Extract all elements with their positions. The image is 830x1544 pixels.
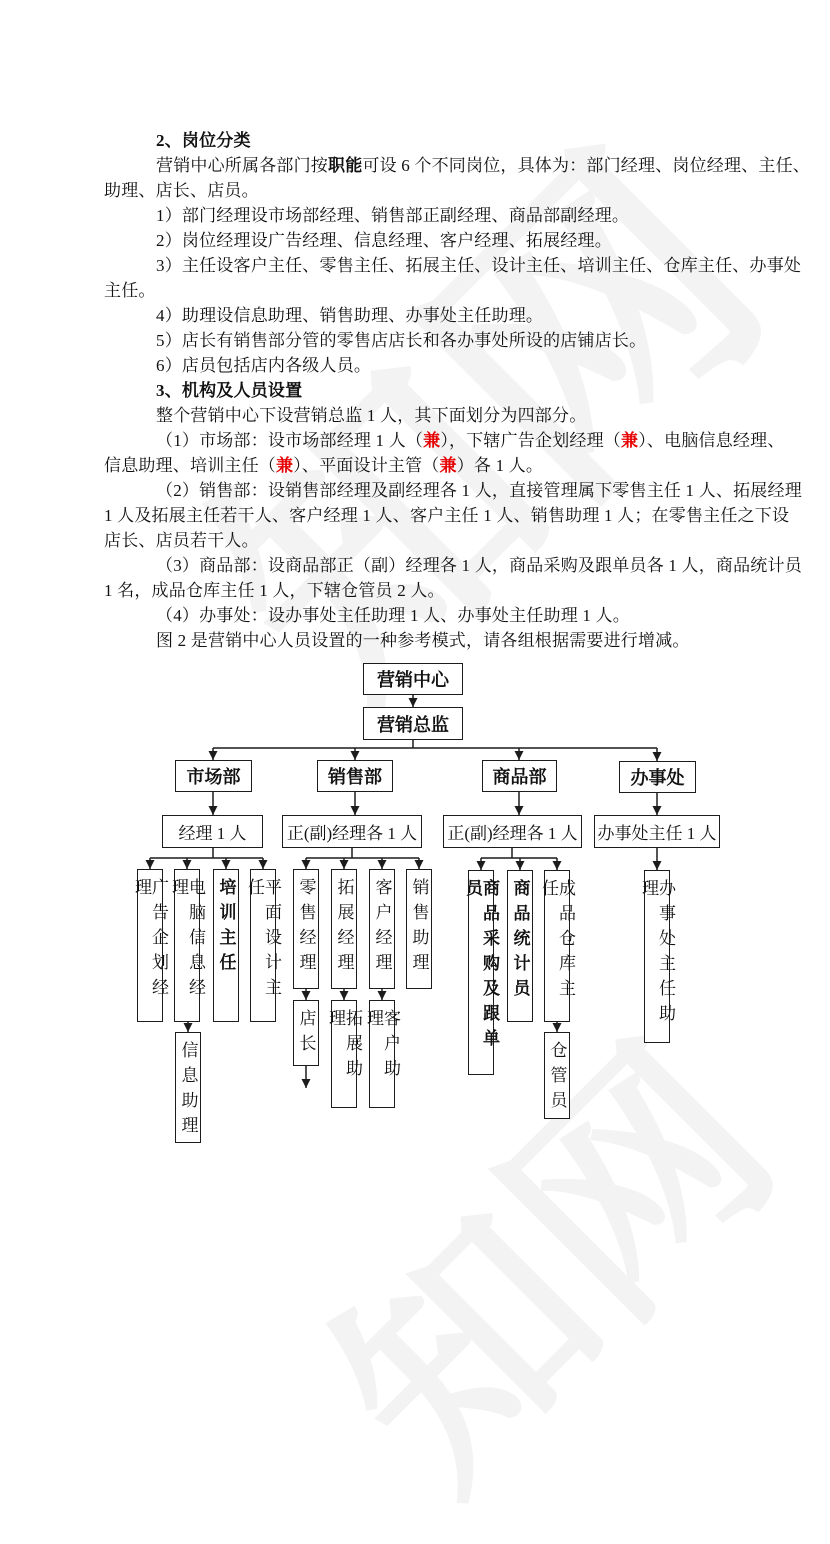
text-line: 3、机构及人员设置 [156,381,303,400]
text-line: 1 人及拓展主任若干人、客户经理 1 人、客户主任 1 人、销售助理 1 人；在零售主任之下设 [104,506,790,525]
chart-node-expansion-manager: 拓展经理 [331,869,357,989]
chart-node-ad-planning-manager: 广告企划经理 [137,869,163,1022]
text-line: 5）店长有销售部分管的零售店店长和各办事处所设的店铺店长。 [156,331,647,350]
text-line: （1）市场部：设市场部经理 1 人（兼），下辖广告企划经理（兼）、电脑信息经理、 [156,431,785,450]
text-line: 主任。 [104,281,156,300]
chart-node-account-assistant: 客户助理 [369,1000,395,1108]
chart-node-market-dept: 市场部 [175,760,252,792]
chart-node-training-director: 培训主任 [213,869,239,1022]
text-line: （3）商品部：设商品部正（副）经理各 1 人，商品采购及跟单员各 1 人，商品统计员 [156,556,802,575]
chart-node-info-assistant: 信息助理 [175,1032,201,1143]
text-line: 1）部门经理设市场部经理、销售部正副经理、商品部副经理。 [156,206,630,225]
text-line: （2）销售部：设销售部经理及副经理各 1 人，直接管理属下零售主任 1 人、拓展经理 [156,481,802,500]
text-line: 营销中心所属各部门按职能可设 6 个不同岗位，具体为：部门经理、岗位经理、主任、 [156,156,811,175]
chart-node-sales-dept: 销售部 [317,760,393,792]
chart-node-office-director-assistant: 办事处主任助理 [644,870,670,1043]
chart-node-goods-managers: 正(副)经理各 1 人 [443,815,582,848]
chart-node-expansion-assistant: 拓展助理 [331,1000,357,1108]
chart-node-retail-manager: 零售经理 [293,869,319,989]
text-line: 4）助理设信息助理、销售助理、办事处主任助理。 [156,306,544,325]
chart-node-warehouse-director: 成品仓库主任 [544,870,570,1022]
text-line: 2、岗位分类 [156,131,251,150]
chart-node-office-director: 办事处主任 1 人 [594,815,720,848]
chart-node-marketing-center: 营销中心 [363,663,463,695]
text-line: 1 名，成品仓库主任 1 人，下辖仓管员 2 人。 [104,581,445,600]
org-chart [0,655,830,1174]
chart-node-marketing-director: 营销总监 [363,707,463,740]
chart-node-purchasing-clerk: 商品采购及跟单员 [468,870,494,1075]
chart-node-store-manager: 店长 [293,1000,319,1066]
text-line: 3）主任设客户主任、零售主任、拓展主任、设计主任、培训主任、仓库主任、办事处 [156,256,802,275]
chart-node-statistics-clerk: 商品统计员 [507,870,533,1022]
chart-node-graphic-design-director: 平面设计主任 [250,869,276,1022]
chart-node-warehouse-keeper: 仓管员 [544,1032,570,1119]
text-line: 整个营销中心下设营销总监 1 人，其下面划分为四部分。 [156,406,587,425]
text-line: 图 2 是营销中心人员设置的一种参考模式，请各组根据需要进行增减。 [156,631,690,650]
text-line: 2）岗位经理设广告经理、信息经理、客户经理、拓展经理。 [156,231,612,250]
chart-node-sales-managers: 正(副)经理各 1 人 [282,815,422,848]
document-text [104,128,811,653]
chart-node-computer-info-manager: 电脑信息经理 [174,869,200,1022]
text-line: 信息助理、培训主任（兼）、平面设计主管（兼）各 1 人。 [104,456,544,475]
chart-node-goods-dept: 商品部 [482,760,557,792]
text-line: 6）店员包括店内各级人员。 [156,356,372,375]
text-line: （4）办事处：设办事处主任助理 1 人、办事处主任助理 1 人。 [156,606,630,625]
chart-node-office-dept: 办事处 [619,761,696,793]
chart-node-sales-assistant: 销售助理 [406,869,432,989]
text-line: 助理、店长、店员。 [104,181,259,200]
chart-node-account-manager: 客户经理 [369,869,395,989]
chart-node-market-manager: 经理 1 人 [162,815,263,848]
text-line: 店长、店员若干人。 [104,531,259,550]
